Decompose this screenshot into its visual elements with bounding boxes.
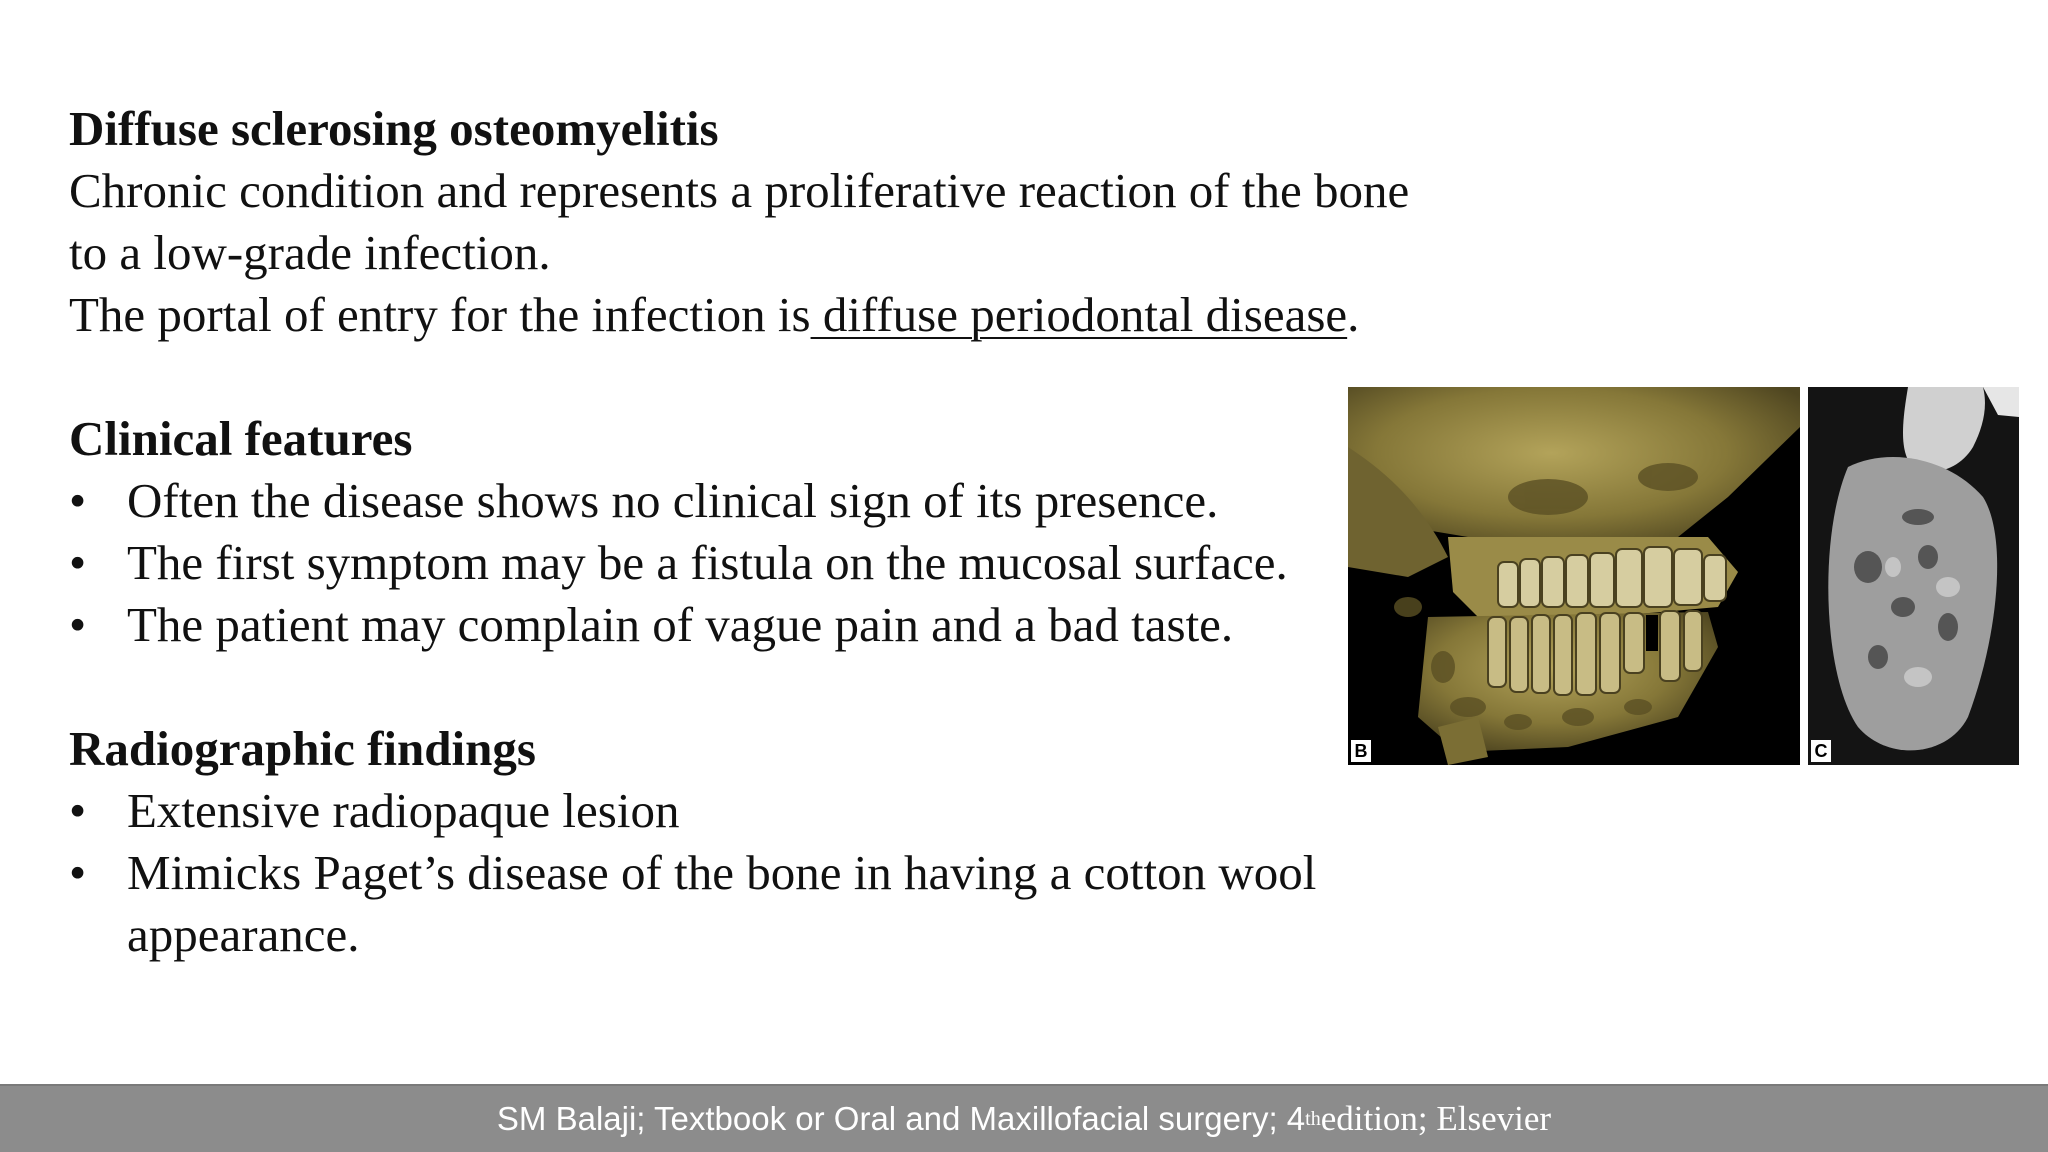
skull-3d-reconstruction-image xyxy=(1348,387,1800,765)
bullet-icon: • xyxy=(69,783,87,838)
citation-footer xyxy=(0,1084,2048,1152)
list-item-text: Often the disease shows no clinical sign of its presence. xyxy=(127,473,1219,528)
heading-diffuse-sclerosing: Diffuse sclerosing osteomyelitis xyxy=(69,101,719,156)
list-item-text: The first symptom may be a fistula on the mucosal surface. xyxy=(127,535,1288,590)
citation-edition: edition; Elsevier xyxy=(1320,1099,1552,1138)
spacer xyxy=(69,346,1509,408)
radiographic-findings-list xyxy=(69,780,1509,966)
list-item-text: The patient may complain of vague pain and a bad taste. xyxy=(127,597,1234,652)
list-item-text: Extensive radiopaque lesion xyxy=(127,783,680,838)
spacer xyxy=(69,656,1509,718)
figure-label-c: C xyxy=(1811,740,1831,762)
portal-of-entry-line xyxy=(69,284,1509,346)
list-item xyxy=(69,594,1509,656)
citation-superscript: th xyxy=(1305,1107,1321,1130)
ct-slice-image xyxy=(1808,387,2019,765)
list-item xyxy=(69,780,1509,842)
list-item-text: Mimicks Paget’s disease of the bone in having a cotton wool appearance. xyxy=(127,845,1317,962)
portal-period: . xyxy=(1347,287,1360,342)
bullet-icon: • xyxy=(69,535,87,590)
section-clinical-features xyxy=(69,408,1509,656)
portal-text: The portal of entry for the infection is xyxy=(69,287,811,342)
heading-clinical-features: Clinical features xyxy=(69,411,413,466)
list-item xyxy=(69,532,1509,594)
clinical-features-list xyxy=(69,470,1509,656)
section-diffuse-sclerosing xyxy=(69,98,1509,346)
slide-content xyxy=(69,98,1509,966)
list-item xyxy=(69,470,1509,532)
heading-radiographic-findings: Radiographic findings xyxy=(69,721,536,776)
bullet-icon: • xyxy=(69,597,87,652)
bullet-icon: • xyxy=(69,845,87,900)
section-radiographic-findings xyxy=(69,718,1509,966)
description-line-1: Chronic condition and represents a proliferative reaction of the bone xyxy=(69,163,1410,218)
portal-underlined-text: diffuse periodontal disease xyxy=(810,287,1348,342)
bullet-icon: • xyxy=(69,473,87,528)
description-line-2: to a low-grade infection. xyxy=(69,225,551,280)
list-item xyxy=(69,842,1447,966)
figure-label-b: B xyxy=(1351,740,1371,762)
skull-illustration xyxy=(1348,387,1800,765)
radiograph-figure xyxy=(1348,387,2019,765)
ct-illustration xyxy=(1808,387,2019,765)
citation-text: SM Balaji; Textbook or Oral and Maxillofacial surgery; 4 xyxy=(496,1100,1306,1137)
